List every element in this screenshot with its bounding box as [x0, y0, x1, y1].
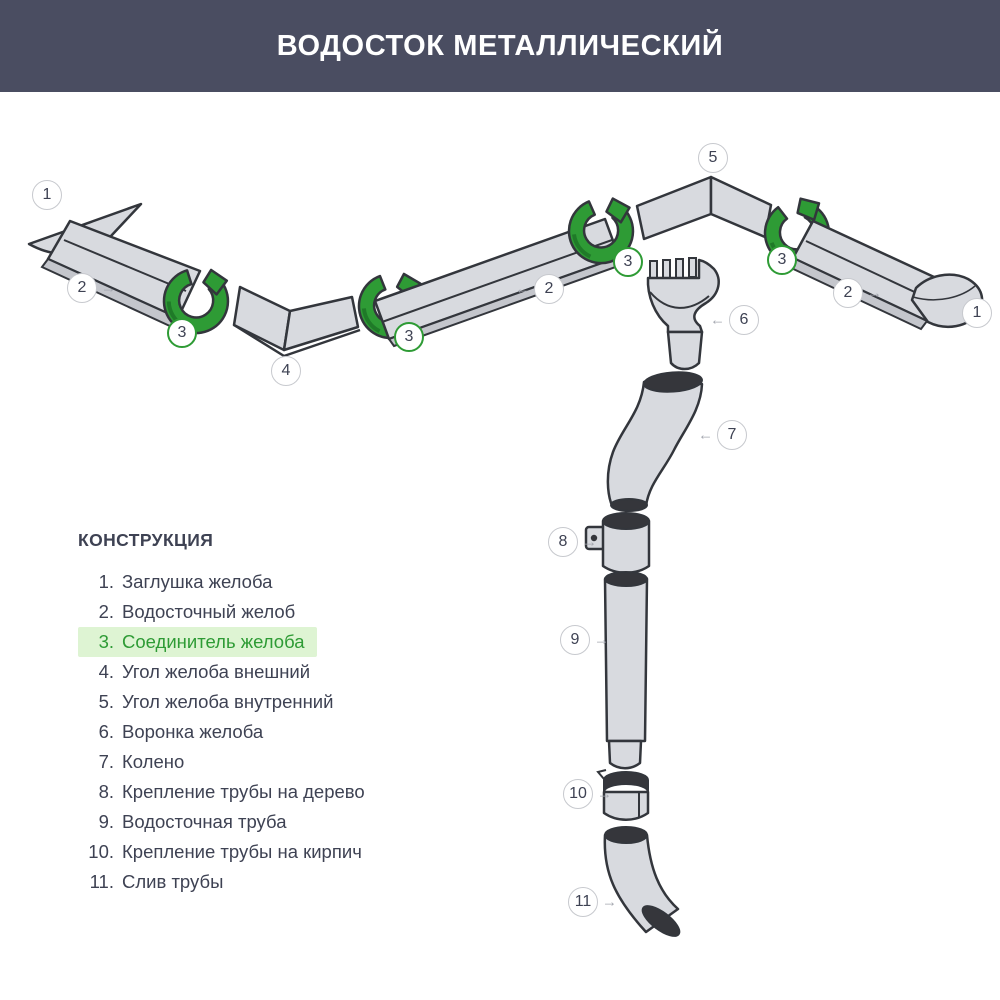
arrow-right-icon: →: [597, 785, 612, 803]
callout-outer-corner: 4: [271, 356, 301, 386]
legend-item-11: 11. Слив трубы: [89, 871, 224, 892]
callout-gutter-right: 2 →: [833, 278, 863, 308]
funnel: [648, 258, 719, 369]
arrow-left-icon: ←: [710, 311, 725, 329]
inner-corner: [637, 177, 771, 239]
legend-item-10: 10. Крепление трубы на кирпич: [88, 841, 362, 862]
legend-item-9: 9. Водосточная труба: [98, 811, 287, 832]
callout-connector-left: 3: [167, 318, 197, 348]
page-title: ВОДОСТОК МЕТАЛЛИЧЕСКИЙ: [276, 29, 724, 62]
legend-item-1: 1. Заглушка желоба: [98, 571, 273, 592]
callout-gutter-left: 2 →: [67, 273, 97, 303]
callout-funnel: 6 ←: [729, 305, 759, 335]
arrow-right-icon: →: [867, 284, 882, 302]
legend-item-4: 4. Угол желоба внешний: [98, 661, 311, 682]
callout-connector-right: 3: [613, 247, 643, 277]
callout-elbow: 7 ←: [717, 420, 747, 450]
arrow-right-icon: →: [101, 279, 116, 297]
legend-list: [78, 567, 375, 897]
callout-gutter-middle: 2 ←: [534, 274, 564, 304]
arrow-left-icon: ←: [698, 426, 713, 444]
arrow-right-icon: →: [602, 893, 617, 911]
arrow-left-icon: ←: [515, 280, 530, 298]
title-bar: [0, 0, 1000, 92]
legend-item-2: 2. Водосточный желоб: [98, 601, 296, 622]
callout-downpipe: 9 →: [560, 625, 590, 655]
elbow: [608, 371, 703, 511]
callout-connector-far-right: 3: [767, 245, 797, 275]
callout-drain: 11 →: [568, 887, 598, 917]
legend: [78, 530, 375, 897]
pipe-drain: [605, 827, 684, 941]
legend-item-6: 6. Воронка желоба: [98, 721, 264, 742]
callout-endcap-right: 1: [962, 298, 992, 328]
legend-item-8: 8. Крепление трубы на дерево: [98, 781, 365, 802]
legend-heading: КОНСТРУКЦИЯ: [78, 530, 214, 550]
callout-inner-corner: 5: [698, 143, 728, 173]
downpipe: [605, 572, 647, 768]
arrow-right-icon: →: [582, 533, 597, 551]
callout-mount-brick: 10 →: [563, 779, 593, 809]
callout-mount-wood: 8 →: [548, 527, 578, 557]
legend-item-3-highlighted: 3. Соединитель желоба: [78, 627, 317, 657]
outer-corner: [234, 287, 360, 356]
callout-endcap-left: 1: [32, 180, 62, 210]
legend-item-7: 7. Колено: [98, 751, 185, 772]
callout-connector-middle: 3: [394, 322, 424, 352]
legend-item-5: 5. Угол желоба внутренний: [98, 691, 334, 712]
arrow-right-icon: →: [594, 631, 609, 649]
